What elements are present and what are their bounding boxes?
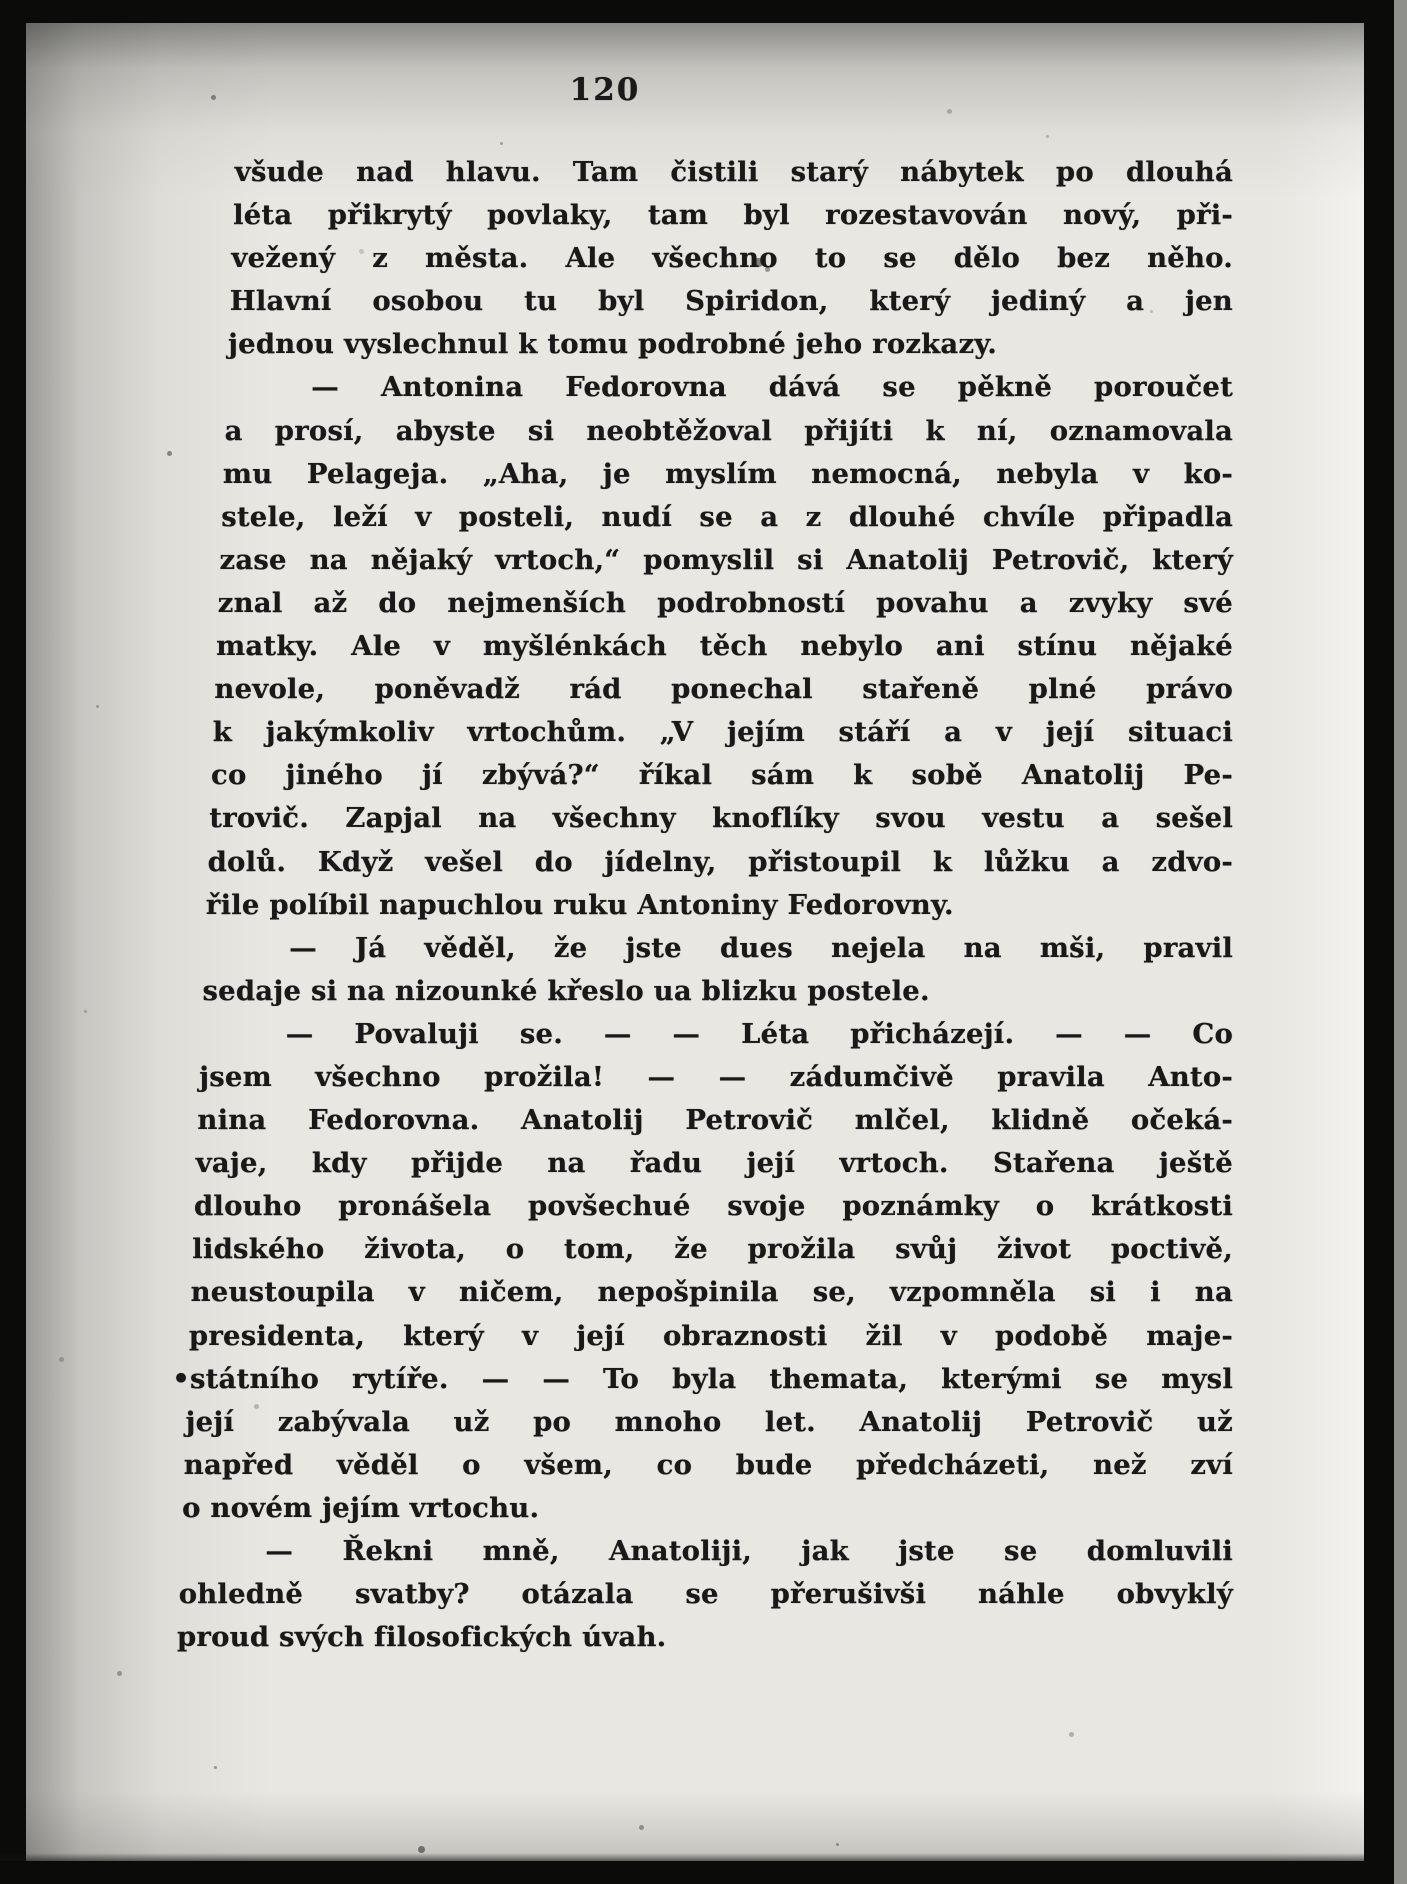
text-line: co jiného jí zbývá?“ říkal sám k sobě Anatolij Pe- (211, 759, 1233, 792)
body-text (172, 151, 1233, 1659)
text-line: vaje, kdy přijde na řadu její vrtoch. Stařena ještě (195, 1147, 1233, 1180)
text-line: lidského života, o tom, že prožila svůj život poctivě, (192, 1233, 1233, 1266)
text-line: — Antonina Fedorovna dává se pěkně poroučet (311, 371, 1233, 404)
book-gutter-band (1364, 0, 1394, 1884)
text-line: dlouho pronášela povšechué svoje poznámky o krátkosti (194, 1190, 1233, 1223)
scan-border-bottom-shadow (0, 1853, 1407, 1861)
text-line: stele, leží v posteli, nudí se a z dlouhé chvíle připadla (221, 500, 1233, 533)
text-line: — Já věděl, že jste dues nejela na mši, pravil (289, 931, 1233, 964)
text-line: •státního rytíře. — — To byla themata, kterými se mysl (172, 1362, 1233, 1395)
text-line: mu Pelageja. „Aha, je myslím nemocná, nebyla v ko- (222, 457, 1233, 490)
text-line: presidenta, který v její obraznosti žil v podobě maje- (188, 1319, 1233, 1352)
scan-artifact-speckles (0, 0, 3, 3)
text-line: a prosí, abyste si neobtěžoval přijíti k ní, oznamovala (224, 414, 1233, 447)
text-line: o novém jejím vrtochu. (182, 1491, 540, 1524)
text-line: jednou vyslechnul k tomu podrobné jeho rozkazy. (228, 328, 998, 361)
text-line: sedaje si na nizounké křeslo ua blizku postele. (202, 974, 930, 1007)
text-line: všude nad hlavu. Tam čistili starý nábytek po dlouhá (234, 156, 1233, 188)
text-line: — Povaluji se. — — Léta přicházejí. — — Co (285, 1017, 1233, 1050)
page-number: 120 (569, 72, 641, 108)
text-line: proud svých filosofických úvah. (177, 1621, 667, 1654)
text-line: dolů. Když vešel do jídelny, přistoupil k lůžku a zdvo- (207, 845, 1233, 878)
text-line: trovič. Zapjal na všechny knoflíky svou vestu a sešel (209, 802, 1233, 835)
text-line: vežený z města. Ale všechno to se dělo bez něho. (231, 242, 1233, 275)
text-line: zase na nějaký vrtoch,“ pomyslil si Anatolij Petrovič, který (219, 543, 1233, 576)
text-line: její zabývala už po mnoho let. Anatolij Petrovič už (185, 1405, 1233, 1438)
text-line: — Řekni mně, Anatoliji, jak jste se domluvili (265, 1535, 1233, 1567)
text-line: Hlavní osobou tu byl Spiridon, který jediný a jen (229, 285, 1233, 318)
text-line: k jakýmkoliv vrtochům. „V jejím stáří a v její situaci (212, 716, 1233, 749)
text-line: řile políbil napuchlou ruku Antoniny Fedorovny. (205, 888, 954, 921)
scan-border-left (0, 0, 26, 1884)
text-line: ohledně svatby? otázala se přerušivši náhle obvyklý (178, 1578, 1233, 1611)
text-line: jsem všechno prožila! — — zádumčivě pravila Anto- (199, 1060, 1233, 1093)
text-line: léta přikrytý povlaky, tam byl rozestavován nový, při- (233, 199, 1233, 232)
text-line: znal až do nejmenších podrobností povahu a zvyky své (217, 586, 1233, 619)
text-line: napřed věděl o všem, co bude předcházeti, než zví (183, 1448, 1233, 1481)
text-line: nevole, poněvadž rád ponechal stařeně plné právo (214, 673, 1233, 706)
text-line: nina Fedorovna. Anatolij Petrovič mlčel, klidně očeká- (197, 1104, 1233, 1137)
scan-border-bottom (0, 1861, 1407, 1884)
scan-border-right (1394, 0, 1407, 1884)
scan-border-top (0, 0, 1407, 23)
text-line: matky. Ale v myšlénkách těch nebylo ani stínu nějaké (216, 630, 1233, 663)
text-line: neustoupila v ničem, nepošpinila se, vzpomněla si i na (190, 1276, 1233, 1309)
